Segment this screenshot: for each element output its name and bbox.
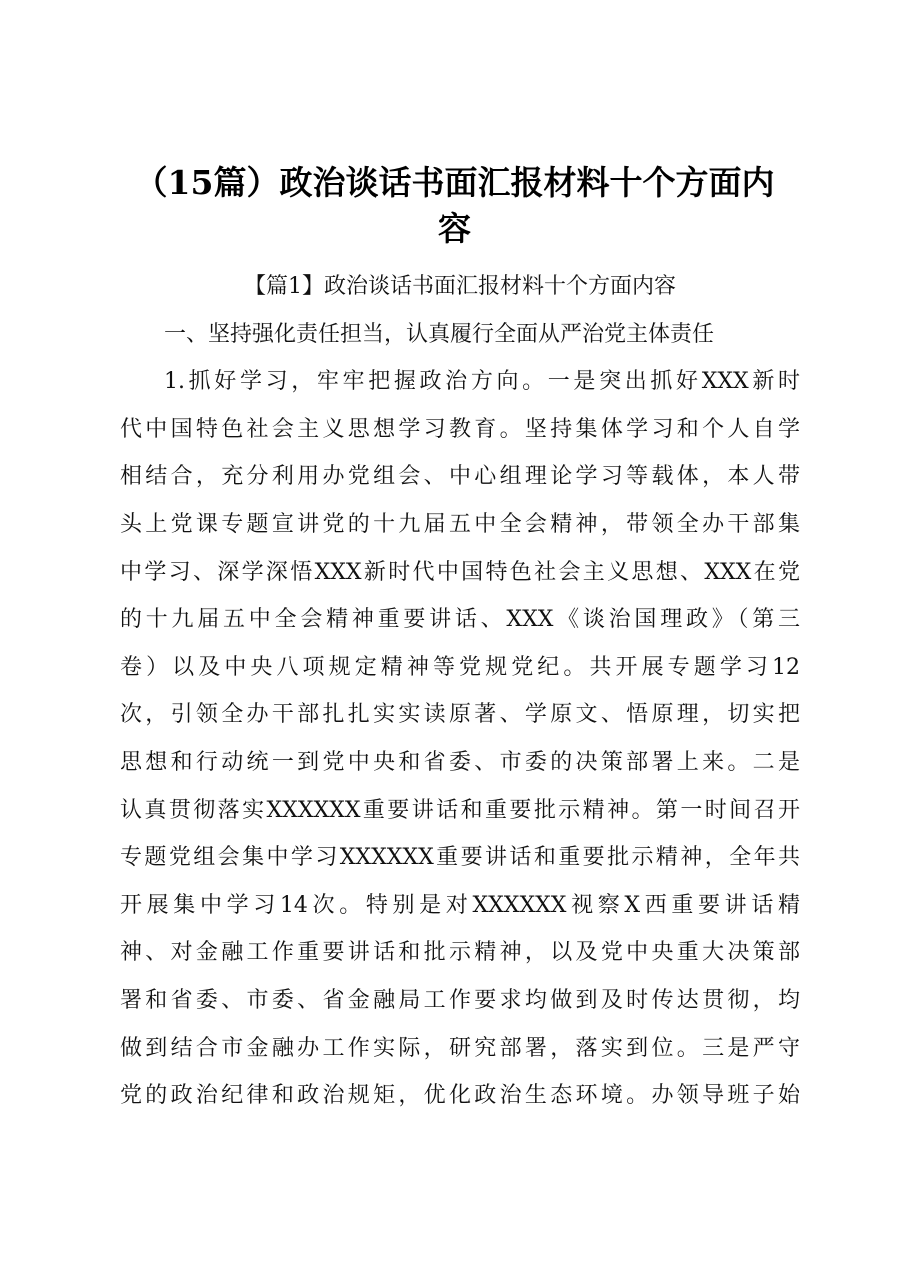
paragraph-line: 相结合，充分利用办党组会、中心组理论学习等载体，本人带 — [120, 464, 800, 490]
document-body — [120, 263, 800, 1120]
paragraph-line: 1.抓好学习，牢牢把握政治方向。一是突出抓好XXX新时 — [164, 369, 800, 395]
paragraph-line: 代中国特色社会主义思想学习教育。坚持集体学习和个人自学 — [120, 416, 800, 442]
paragraph-line: 专题党组会集中学习XXXXXX重要讲话和重要批示精神，全年共 — [120, 845, 800, 871]
body-paragraph — [120, 358, 800, 1120]
paragraph-line: 开展集中学习14次。特别是对XXXXXX视察X西重要讲话精 — [120, 892, 800, 918]
paragraph-line: 认真贯彻落实XXXXXX重要讲话和重要批示精神。第一时间召开 — [120, 797, 800, 823]
title-line: （15篇）政治谈话书面汇报材料十个方面内 — [134, 163, 775, 202]
paragraph-line: 次，引领全办干部扎扎实实读原著、学原文、悟原理，切实把 — [120, 702, 800, 728]
paragraph-line: 党的政治纪律和政治规矩，优化政治生态环境。办领导班子始 — [120, 1083, 800, 1109]
paragraph-line: 思想和行动统一到党中央和省委、市委的决策部署上来。二是 — [120, 749, 800, 775]
paragraph-line: 头上党课专题宣讲党的十九届五中全会精神，带领全办干部集 — [120, 511, 800, 537]
paragraph-line: 卷）以及中央八项规定精神等党规党纪。共开展专题学习12 — [120, 654, 800, 680]
paragraph-line: 做到结合市金融办工作实际，研究部署，落实到位。三是严守 — [120, 1035, 800, 1061]
title-line: 容 — [438, 209, 471, 248]
paragraph-line: 的十九届五中全会精神重要讲话、XXX《谈治国理政》（第三 — [120, 607, 800, 633]
paragraph-line: 神、对金融工作重要讲话和批示精神，以及党中央重大决策部 — [120, 940, 800, 966]
document-title — [100, 160, 809, 252]
paragraph-line: 中学习、深学深悟XXX新时代中国特色社会主义思想、XXX在党 — [120, 559, 800, 585]
chapter-heading: 【篇1】政治谈话书面汇报材料十个方面内容 — [244, 274, 676, 299]
paragraph-line: 署和省委、市委、省金融局工作要求均做到及时传达贯彻，均 — [120, 987, 800, 1013]
section-heading: 一、坚持强化责任担当，认真履行全面从严治党主体责任 — [164, 321, 715, 347]
